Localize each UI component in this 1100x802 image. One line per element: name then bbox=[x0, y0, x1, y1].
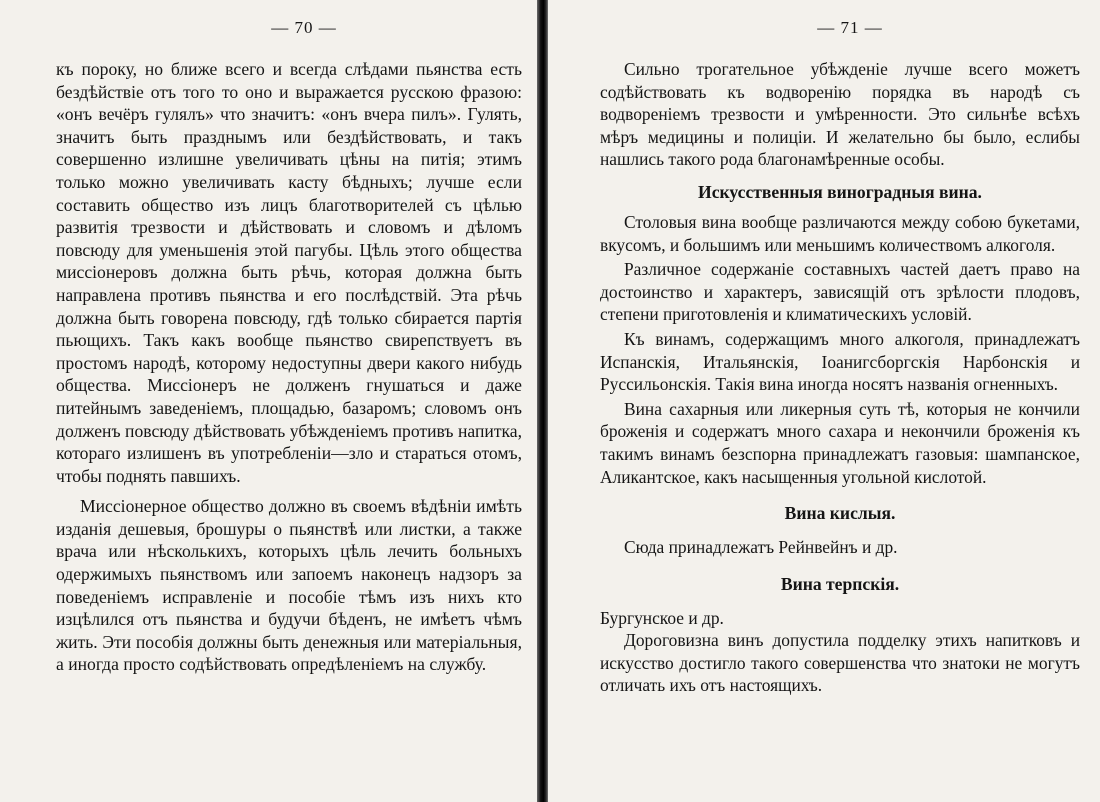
section2-paragraph: Сюда принадлежатъ Рейнвейнъ и др. bbox=[624, 537, 898, 558]
section-heading-artificial-wines: Искусственныя виноградныя вина. bbox=[698, 181, 982, 202]
section1-paragraph-3: Къ винамъ, содержащимъ много алкоголя, принадлежатъ Испанскія, Итальянскія, Іоанигсборгскія Нарбонскія и Русcильонскія. Такія вина иногда носятъ названія огненныхъ. bbox=[600, 328, 1080, 395]
right-intro-paragraph: Сильно трогательное убѣжденіе лучше всего можетъ содѣйствовать къ водворенію порядка въ народѣ съ водвореніемъ трезвости и умѣренности. Это сильнѣе всѣхъ мѣръ медицины и полиціи. И желательно бы было, еслибы нашлись такого рода благонамѣренные особы. bbox=[600, 59, 1080, 170]
section3-paragraph: Бургунское и др. bbox=[600, 607, 724, 628]
closing-paragraph: Дороговизна винъ допустила подделку этихъ напитковъ и искусство достигло такого совершенства что знатоки не могутъ отличать ихъ отъ настоящихъ. bbox=[600, 630, 1080, 696]
section1-paragraph-4: Вина сахарныя или ликерныя суть тѣ, которыя не кончили броженія и содержатъ много сахара и некончили броженія къ такимъ винамъ безспорна принадлежатъ газовыя: шампанское, Аликантское, какъ насыщенныя угольной кислотой. bbox=[600, 398, 1080, 487]
section1-paragraph-2: Различное содержаніе составныхъ частей даетъ право на достоинство и характеръ, зависящій отъ зрѣлости плодовъ, степени приготовленія и климатическихъ условій. bbox=[600, 259, 1080, 325]
section-heading-sour-wines: Вина кислыя. bbox=[784, 503, 896, 524]
section1-paragraph-1: Столовыя вина вообще различаются между собою букетами, вкусомъ, и большимъ или меньшимъ количествомъ алкоголя. bbox=[600, 211, 1080, 255]
page-number-right: — 71 — bbox=[817, 18, 883, 37]
page-number-left: — 70 — bbox=[271, 18, 337, 37]
left-paragraph-1: къ пороку, но ближе всего и всегда слѣдами пьянства есть бездѣйствіе отъ того то оно и выражается русскою фразою: «онъ вечёръ гулялъ» что значитъ: «онъ вчера пилъ». Гулять, значитъ быть празднымъ или бездѣйствовать, и такъ совершенно излишне увеличивать цѣны на питія; этимъ только можно увеличивать касту бѣдныхъ; лучше если составить общество изъ лицъ благотворителей съ цѣлью развитія трезвости и дѣйствовать и словомъ и дѣломъ повсюду для уменьшенія этой пагубы. Цѣль этого общества миссіонеровъ должна быть рѣчь, которая должна быть направлена противъ пьянства и его послѣдствій. Эта рѣчь должна быть говорена повсюду, гдѣ только сбирается партія пьющихъ. Такъ какъ вообще пьянство свирепствуетъ въ простомъ народѣ, которому недоступны двери какого нибудь общества. Миссіонеръ не долженъ гнушаться и даже питейнымъ заведеніемъ, площадью, базаромъ; словомъ онъ долженъ повсюду дѣйствовать убѣжденіемъ противъ напитка, котораго излишенъ въ употребленіи—зло и стараться отомъ, чтобы поднять павшихъ. bbox=[56, 59, 522, 486]
right-page bbox=[548, 0, 1100, 802]
left-paragraph-2: Миссіонерное общество должно въ своемъ вѣдѣніи имѣть изданія дешевыя, брошуры о пьянствѣ или листки, а также врача или нѣсколькихъ, которыхъ цѣль лечить больныхъ одержимыхъ пьянствомъ или запоемъ наконецъ надзоръ за поведеніемъ исправленіе и пособіе тѣмъ изъ нихъ кто изцѣлился отъ пьянства и будучи бѣденъ, не имѣетъ чѣмъ жить. Эти пособія должны быть денежныя или матеріальныя, а иногда просто содѣйствовать опредѣленіемъ на службу. bbox=[56, 496, 522, 675]
left-page bbox=[0, 0, 540, 802]
section-heading-tart-wines: Вина терпскія. bbox=[780, 573, 900, 594]
